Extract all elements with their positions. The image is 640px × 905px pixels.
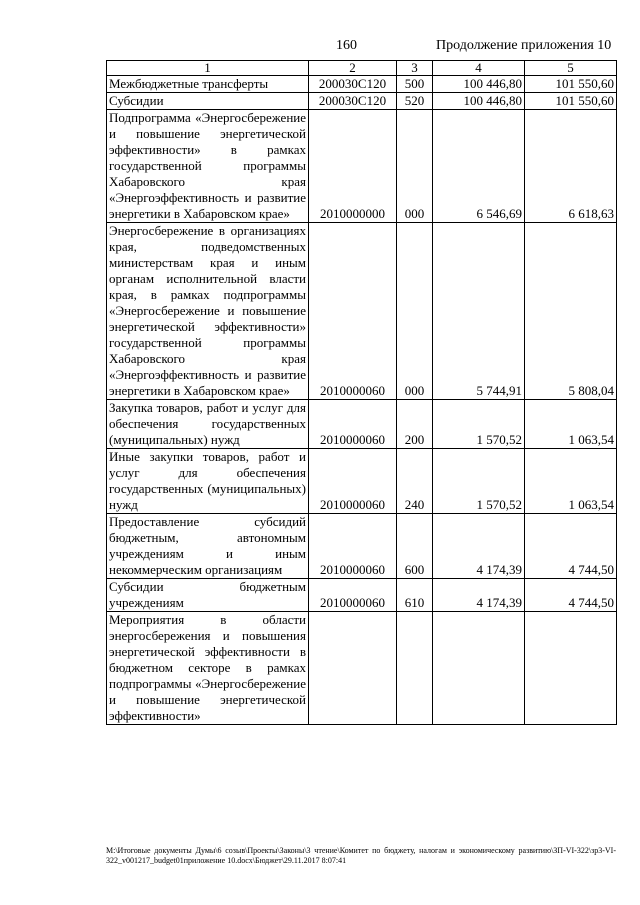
table-row — [107, 449, 617, 514]
target-article-code: 2010000060 — [309, 579, 397, 612]
table-row — [107, 76, 617, 93]
table-row — [107, 93, 617, 110]
expense-type-code: 200 — [397, 400, 433, 449]
target-article-code: 2010000060 — [309, 514, 397, 579]
column-header-5: 5 — [525, 61, 617, 76]
row-name: Субсидии — [107, 93, 309, 110]
target-article-code: 2010000060 — [309, 449, 397, 514]
expense-type-code: 610 — [397, 579, 433, 612]
row-name: Подпрограмма «Энергосбережение и повышение энергетической эффективности» в рамках государственной программы Хабаровского края «Энергоэффективность и развитие энергетики в Хабаровском крае» — [107, 110, 309, 223]
row-name: Предоставление субсидий бюджетным, автономным учреждениям и иным некоммерческим организациям — [107, 514, 309, 579]
amount-year-1: 4 174,39 — [433, 514, 525, 579]
amount-year-2: 101 550,60 — [525, 93, 617, 110]
table-row — [107, 514, 617, 579]
row-name: Иные закупки товаров, работ и услуг для обеспечения государственных (муниципальных) нужд — [107, 449, 309, 514]
table-row — [107, 579, 617, 612]
table-header-row — [107, 61, 617, 76]
expense-type-code: 520 — [397, 93, 433, 110]
amount-year-2: 5 808,04 — [525, 223, 617, 400]
amount-year-2: 4 744,50 — [525, 579, 617, 612]
budget-table — [106, 60, 617, 725]
row-name: Энергосбережение в организациях края, подведомственных министерствам края и иным органам исполнительной власти края, в рамках подпрограммы «Энергосбережение и повышение энергетической эффективности» государственной программы Хабаровского края «Энергоэффективность и развитие энергетики в Хабаровском крае» — [107, 223, 309, 400]
footer-file-path: M:\Итоговые документы Думы\6 созыв\Проекты\Законы\3 чтение\Комитет по бюджету, налогам и экономическому развитию\ЗП-VI-322\зр3-VI-322_v001217_budget01приложение 10.docx\Бюджет\29.11.2017 8:07:41 — [106, 846, 616, 865]
amount-year-1: 100 446,80 — [433, 93, 525, 110]
page-number: 160 — [336, 38, 357, 53]
target-article-code — [309, 612, 397, 725]
row-name: Межбюджетные трансферты — [107, 76, 309, 93]
amount-year-1: 4 174,39 — [433, 579, 525, 612]
column-header-2: 2 — [309, 61, 397, 76]
column-header-4: 4 — [433, 61, 525, 76]
target-article-code: 200030С120 — [309, 76, 397, 93]
row-name: Закупка товаров, работ и услуг для обеспечения государственных (муниципальных) нужд — [107, 400, 309, 449]
column-header-1: 1 — [107, 61, 309, 76]
amount-year-1: 1 570,52 — [433, 400, 525, 449]
amount-year-1 — [433, 612, 525, 725]
amount-year-2: 1 063,54 — [525, 449, 617, 514]
target-article-code: 2010000060 — [309, 400, 397, 449]
row-name: Мероприятия в области энергосбережения и повышения энергетической эффективности в бюджетном секторе в рамках подпрограммы «Энергосбережение и повышение энергетической эффективности» — [107, 612, 309, 725]
amount-year-1: 5 744,91 — [433, 223, 525, 400]
amount-year-1: 6 546,69 — [433, 110, 525, 223]
expense-type-code: 000 — [397, 110, 433, 223]
table-row — [107, 612, 617, 725]
amount-year-2: 101 550,60 — [525, 76, 617, 93]
amount-year-2: 6 618,63 — [525, 110, 617, 223]
amount-year-1: 100 446,80 — [433, 76, 525, 93]
continuation-label: Продолжение приложения 10 — [436, 38, 612, 53]
target-article-code: 2010000060 — [309, 223, 397, 400]
row-name: Субсидии бюджетным учреждениям — [107, 579, 309, 612]
expense-type-code: 000 — [397, 223, 433, 400]
table-row — [107, 223, 617, 400]
table-row — [107, 110, 617, 223]
amount-year-2 — [525, 612, 617, 725]
expense-type-code: 600 — [397, 514, 433, 579]
amount-year-2: 4 744,50 — [525, 514, 617, 579]
amount-year-1: 1 570,52 — [433, 449, 525, 514]
table-row — [107, 400, 617, 449]
expense-type-code: 500 — [397, 76, 433, 93]
target-article-code: 200030С120 — [309, 93, 397, 110]
expense-type-code: 240 — [397, 449, 433, 514]
column-header-3: 3 — [397, 61, 433, 76]
amount-year-2: 1 063,54 — [525, 400, 617, 449]
expense-type-code — [397, 612, 433, 725]
target-article-code: 2010000000 — [309, 110, 397, 223]
